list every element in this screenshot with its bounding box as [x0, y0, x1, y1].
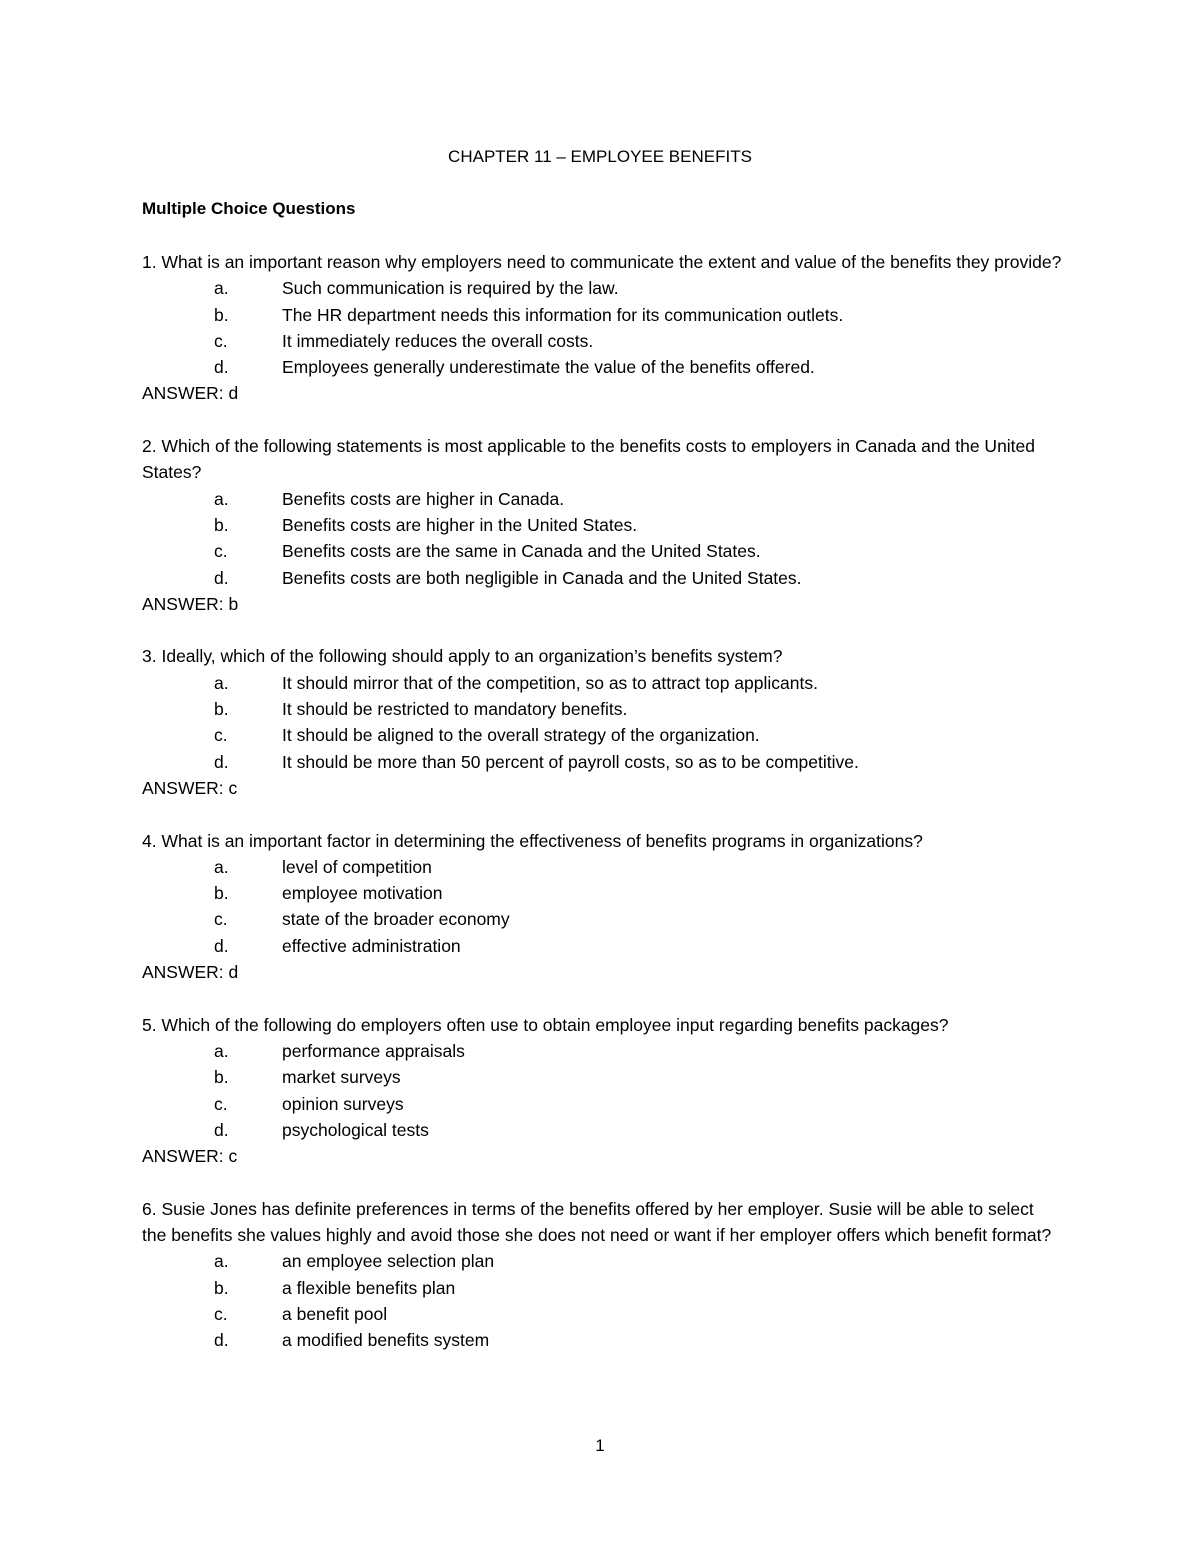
question-stem [142, 1012, 1062, 1038]
question-number: 1. [142, 252, 157, 272]
option-text: market surveys [282, 1067, 401, 1088]
option-text: opinion surveys [282, 1093, 404, 1114]
option-letter: c. [214, 1303, 228, 1324]
option-letter: b. [214, 1277, 229, 1298]
option-text: Benefits costs are higher in Canada. [282, 488, 565, 509]
option-text: state of the broader economy [282, 909, 510, 930]
option-text: level of competition [282, 856, 432, 877]
option-text: an employee selection plan [282, 1251, 495, 1272]
question-item [142, 1012, 1062, 1170]
option-text: It should be aligned to the overall strategy of the organization. [282, 725, 760, 746]
question-list [142, 249, 1062, 1380]
question-item [142, 433, 1062, 617]
option-text: Employees generally underestimate the value of the benefits offered. [282, 357, 815, 378]
option-text: employee motivation [282, 883, 443, 904]
option-letter: b. [214, 699, 229, 720]
option-letter: c. [214, 1093, 228, 1114]
answer-key: ANSWER: c [142, 1146, 238, 1167]
option-text: Benefits costs are the same in Canada and the United States. [282, 541, 761, 562]
answer-option [142, 1064, 1062, 1090]
answer-key: ANSWER: c [142, 777, 238, 798]
question-stem [142, 828, 1062, 854]
answer-option [142, 328, 1062, 354]
option-letter: a. [214, 1040, 229, 1061]
option-letter: b. [214, 304, 229, 325]
option-letter: d. [214, 935, 229, 956]
option-letter: b. [214, 514, 229, 535]
option-text: a modified benefits system [282, 1330, 490, 1351]
question-text: Which of the following statements is most applicable to the benefits costs to employers in Canada and the United States? [142, 436, 1036, 483]
answer-option [142, 1248, 1062, 1274]
option-letter: d. [214, 357, 229, 378]
answer-option [142, 854, 1062, 880]
option-text: It should be more than 50 percent of payroll costs, so as to be competitive. [282, 751, 859, 772]
answer-option [142, 933, 1062, 959]
question-item [142, 249, 1062, 407]
option-letter: d. [214, 1330, 229, 1351]
option-letter: b. [214, 883, 229, 904]
answer-option [142, 880, 1062, 906]
page-number: 1 [595, 1436, 605, 1455]
question-number: 4. [142, 830, 157, 851]
option-text: It should mirror that of the competition, so as to attract top applicants. [282, 672, 818, 693]
answer-option [142, 512, 1062, 538]
answer-option [142, 302, 1062, 328]
answer-option [142, 538, 1062, 564]
question-text: Susie Jones has definite preferences in terms of the benefits offered by her employer. Susie will be able to select the benefits she values highly and avoid those she does not need or want if her employer offers which benefit format? [142, 1198, 1052, 1245]
option-letter: c. [214, 725, 228, 746]
answer-key: ANSWER: d [142, 383, 239, 404]
option-text: a benefit pool [282, 1303, 388, 1324]
answer-option [142, 1301, 1062, 1327]
answer-option [142, 1038, 1062, 1064]
answer-option [142, 1117, 1062, 1143]
option-letter: a. [214, 488, 229, 509]
question-stem [142, 643, 1062, 669]
question-stem [142, 433, 1062, 486]
option-text: Benefits costs are higher in the United States. [282, 514, 638, 535]
option-letter: c. [214, 541, 228, 562]
question-item [142, 1196, 1062, 1354]
answer-option [142, 1091, 1062, 1117]
option-text: a flexible benefits plan [282, 1277, 456, 1298]
answer-option [142, 670, 1062, 696]
answer-option [142, 722, 1062, 748]
answer-option [142, 696, 1062, 722]
answer-key: ANSWER: b [142, 593, 239, 614]
answer-option [142, 749, 1062, 775]
answer-option [142, 565, 1062, 591]
option-letter: d. [214, 751, 229, 772]
question-text: Which of the following do employers often use to obtain employee input regarding benefits packages? [161, 1014, 949, 1035]
option-text: Benefits costs are both negligible in Canada and the United States. [282, 567, 802, 588]
question-text: What is an important reason why employers need to communicate the extent and value of the benefits they provide? [161, 252, 1062, 272]
option-letter: d. [214, 567, 229, 588]
option-text: Such communication is required by the law. [282, 278, 619, 299]
answer-option [142, 1327, 1062, 1353]
question-item [142, 643, 1062, 801]
option-letter: c. [214, 909, 228, 930]
answer-option [142, 486, 1062, 512]
option-letter: d. [214, 1119, 229, 1140]
question-stem [142, 249, 1062, 275]
option-letter: a. [214, 856, 229, 877]
answer-key: ANSWER: d [142, 962, 239, 983]
option-text: The HR department needs this information for its communication outlets. [282, 304, 844, 325]
question-text: Ideally, which of the following should apply to an organization’s benefits system? [161, 646, 783, 667]
answer-option [142, 1275, 1062, 1301]
section-heading: Multiple Choice Questions [142, 199, 356, 218]
question-stem [142, 1196, 1062, 1249]
question-text: What is an important factor in determining the effectiveness of benefits programs in organizations? [161, 830, 923, 851]
question-number: 5. [142, 1014, 157, 1035]
question-item [142, 828, 1062, 986]
option-text: effective administration [282, 935, 461, 956]
option-letter: c. [214, 330, 228, 351]
answer-option [142, 354, 1062, 380]
option-text: psychological tests [282, 1119, 429, 1140]
answer-option [142, 275, 1062, 301]
question-number: 6. [142, 1198, 157, 1219]
option-text: It should be restricted to mandatory benefits. [282, 699, 628, 720]
option-letter: a. [214, 278, 229, 299]
option-letter: a. [214, 672, 229, 693]
option-letter: b. [214, 1067, 229, 1088]
question-number: 3. [142, 646, 157, 667]
chapter-title: CHAPTER 11 – EMPLOYEE BENEFITS [448, 147, 752, 166]
answer-option [142, 906, 1062, 932]
option-text: performance appraisals [282, 1040, 465, 1061]
question-number: 2. [142, 436, 157, 457]
option-letter: a. [214, 1251, 229, 1272]
option-text: It immediately reduces the overall costs. [282, 330, 594, 351]
